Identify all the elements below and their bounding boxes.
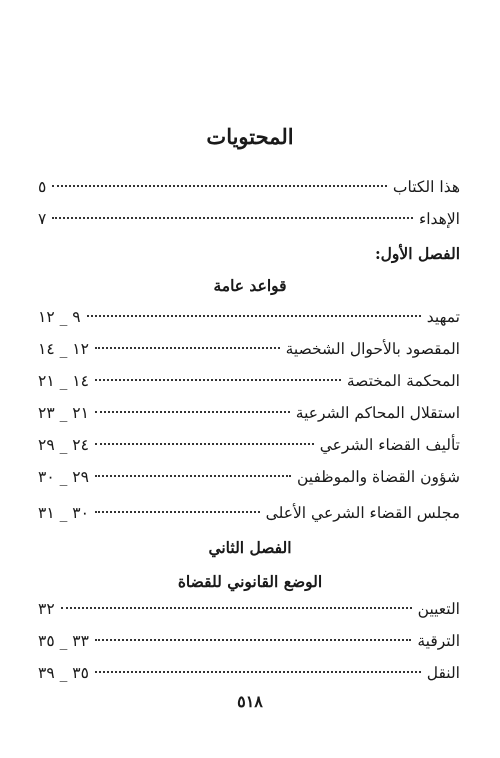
toc-entry <box>38 504 460 528</box>
toc-entry-pages: ٩ _ ١٢ <box>38 308 81 326</box>
toc-entry-label: استقلال المحاكم الشرعية <box>295 404 460 422</box>
toc-entry <box>38 178 460 202</box>
toc-entry-pages: ٢١ _ ٢٣ <box>38 404 89 422</box>
toc-entry-label: مجلس القضاء الشرعي الأعلى <box>265 504 460 522</box>
dot-leader <box>95 347 280 349</box>
toc-entry-label: المقصود بالأحوال الشخصية <box>285 340 460 358</box>
toc-entry-label: المحكمة المختصة <box>346 372 460 390</box>
toc-entry-pages: ١٤ _ ٢١ <box>38 372 89 390</box>
dot-leader <box>95 411 290 413</box>
toc-entry <box>38 664 460 688</box>
toc-entry-pages: ٢٤ _ ٢٩ <box>38 436 89 454</box>
toc-entry <box>38 340 460 364</box>
toc-entry-pages: ٣٥ _ ٣٩ <box>38 664 89 682</box>
toc-entry-pages: ٣٢ <box>38 600 55 618</box>
toc-entry-label: تمهيد <box>426 308 460 326</box>
toc-entry <box>38 632 460 656</box>
toc-entry-label: النقل <box>426 664 460 682</box>
toc-entry <box>38 372 460 396</box>
dot-leader <box>52 217 413 219</box>
toc-entry <box>38 210 460 234</box>
toc-entry-label: هذا الكتاب <box>392 178 460 196</box>
dot-leader <box>95 475 291 477</box>
toc-entry-label: التعيين <box>417 600 460 618</box>
page-number: ٥١٨ <box>237 692 263 711</box>
toc-entry <box>38 600 460 624</box>
toc-entry-pages: ٧ <box>38 210 47 228</box>
dot-leader <box>52 185 387 187</box>
chapter-heading: الفصل الأول: <box>374 244 460 263</box>
dot-leader <box>95 443 314 445</box>
chapter-heading: الفصل الثاني <box>208 538 292 557</box>
toc-entry-pages: ٣٣ _ ٣٥ <box>38 632 89 650</box>
toc-entry-pages: ١٢ _ ١٤ <box>38 340 89 358</box>
page-title: المحتويات <box>206 124 294 149</box>
toc-entry <box>38 468 460 492</box>
toc-entry-label: شؤون القضاة والموظفين <box>296 468 460 486</box>
dot-leader <box>95 639 411 641</box>
chapter-subheading: قواعد عامة <box>213 276 287 295</box>
toc-entry <box>38 308 460 332</box>
toc-entry-pages: ٣٠ _ ٣١ <box>38 504 89 522</box>
dot-leader <box>95 511 260 513</box>
dot-leader <box>95 671 421 673</box>
toc-entry <box>38 436 460 460</box>
toc-entry-label: الإهداء <box>418 210 460 228</box>
toc-entry-pages: ٥ <box>38 178 47 196</box>
toc-entry-pages: ٢٩ _ ٣٠ <box>38 468 89 486</box>
dot-leader <box>95 379 341 381</box>
dot-leader <box>61 607 412 609</box>
chapter-subheading: الوضع القانوني للقضاة <box>177 572 323 591</box>
toc-entry-label: الترقية <box>417 632 460 650</box>
dot-leader <box>87 315 421 317</box>
toc-entry-label: تأليف القضاء الشرعي <box>319 436 460 454</box>
toc-entry <box>38 404 460 428</box>
